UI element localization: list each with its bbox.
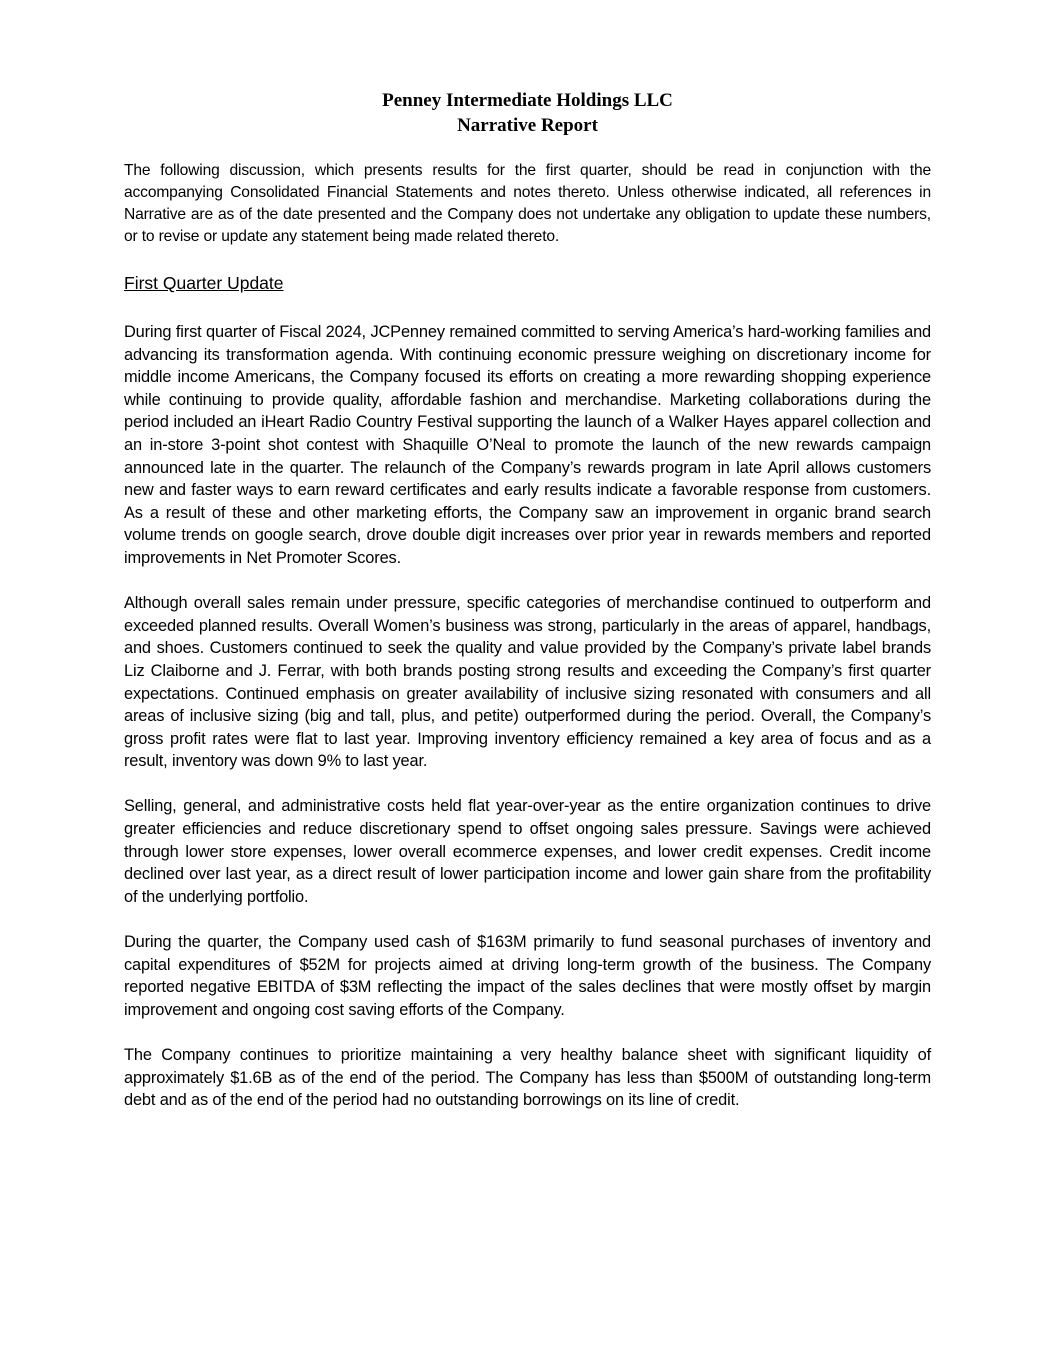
body-paragraph: During the quarter, the Company used cash of $163M primarily to fund seasonal purchases of inventory and capital expenditures of $52M for projects aimed at driving long-term growth of the business. The Company reported negative EBITDA of $3M reflecting the impact of the sales declines that were mostly offset by margin improvement and ongoing cost saving efforts of the Company. bbox=[124, 933, 931, 1019]
intro-paragraph: The following discussion, which presents results for the first quarter, should be read in conjunction with the accompanying Consolidated Financial Statements and notes thereto. Unless otherwise indicated, all references in Narrative are as of the date presented and the Company does not undertake any obligation to update these numbers, or to revise or update any statement being made related thereto. bbox=[124, 162, 931, 245]
body-paragraph: Selling, general, and administrative costs held flat year-over-year as the entire organization continues to drive greater efficiencies and reduce discretionary spend to offset ongoing sales pressure. Savings were achieved through lower store expenses, lower overall ecommerce expenses, and lower credit expenses. Credit income declined over last year, as a direct result of lower participation income and lower gain share from the profitability of the underlying portfolio. bbox=[124, 797, 931, 906]
body-paragraph: During first quarter of Fiscal 2024, JCPenney remained committed to serving America’s hard-working families and advancing its transformation agenda. With continuing economic pressure weighing on discretionary income for middle income Americans, the Company focused its efforts on creating a more rewarding shopping experience while continuing to provide quality, affordable fashion and merchandise. Marketing collaborations during the period included an iHeart Radio Country Festival supporting the launch of a Walker Hayes apparel collection and an in-store 3-point shot contest with Shaquille O’Neal to promote the launch of the new rewards campaign announced late in the quarter. The relaunch of the Company’s rewards program in late April allows customers new and faster ways to earn reward certificates and early results indicate a favorable response from customers. As a result of these and other marketing efforts, the Company saw an improvement in organic brand search volume trends on google search, drove double digit increases over prior year in rewards members and reported improvements in Net Promoter Scores. bbox=[124, 323, 931, 567]
section-heading: First Quarter Update bbox=[124, 273, 284, 293]
company-name: Penney Intermediate Holdings LLC bbox=[382, 90, 673, 111]
document-page bbox=[124, 88, 931, 1134]
body-paragraph: The Company continues to prioritize maintaining a very healthy balance sheet with significant liquidity of approximately $1.6B as of the end of the period. The Company has less than $500M of outstanding long-term debt and as of the end of the period had no outstanding borrowings on its line of credit. bbox=[124, 1046, 931, 1110]
body-paragraph: Although overall sales remain under pressure, specific categories of merchandise continued to outperform and exceeded planned results. Overall Women’s business was strong, particularly in the areas of apparel, handbags, and shoes. Customers continued to seek the quality and value provided by the Company’s private label brands Liz Claiborne and J. Ferrar, with both brands posting strong results and exceeding the Company’s first quarter expectations. Continued emphasis on greater availability of inclusive sizing resonated with consumers and all areas of inclusive sizing (big and tall, plus, and petite) outperformed during the period. Overall, the Company’s gross profit rates were flat to last year. Improving inventory efficiency remained a key area of focus and as a result, inventory was down 9% to last year. bbox=[124, 594, 931, 771]
report-title: Narrative Report bbox=[457, 115, 598, 136]
document-title-block bbox=[124, 88, 931, 138]
